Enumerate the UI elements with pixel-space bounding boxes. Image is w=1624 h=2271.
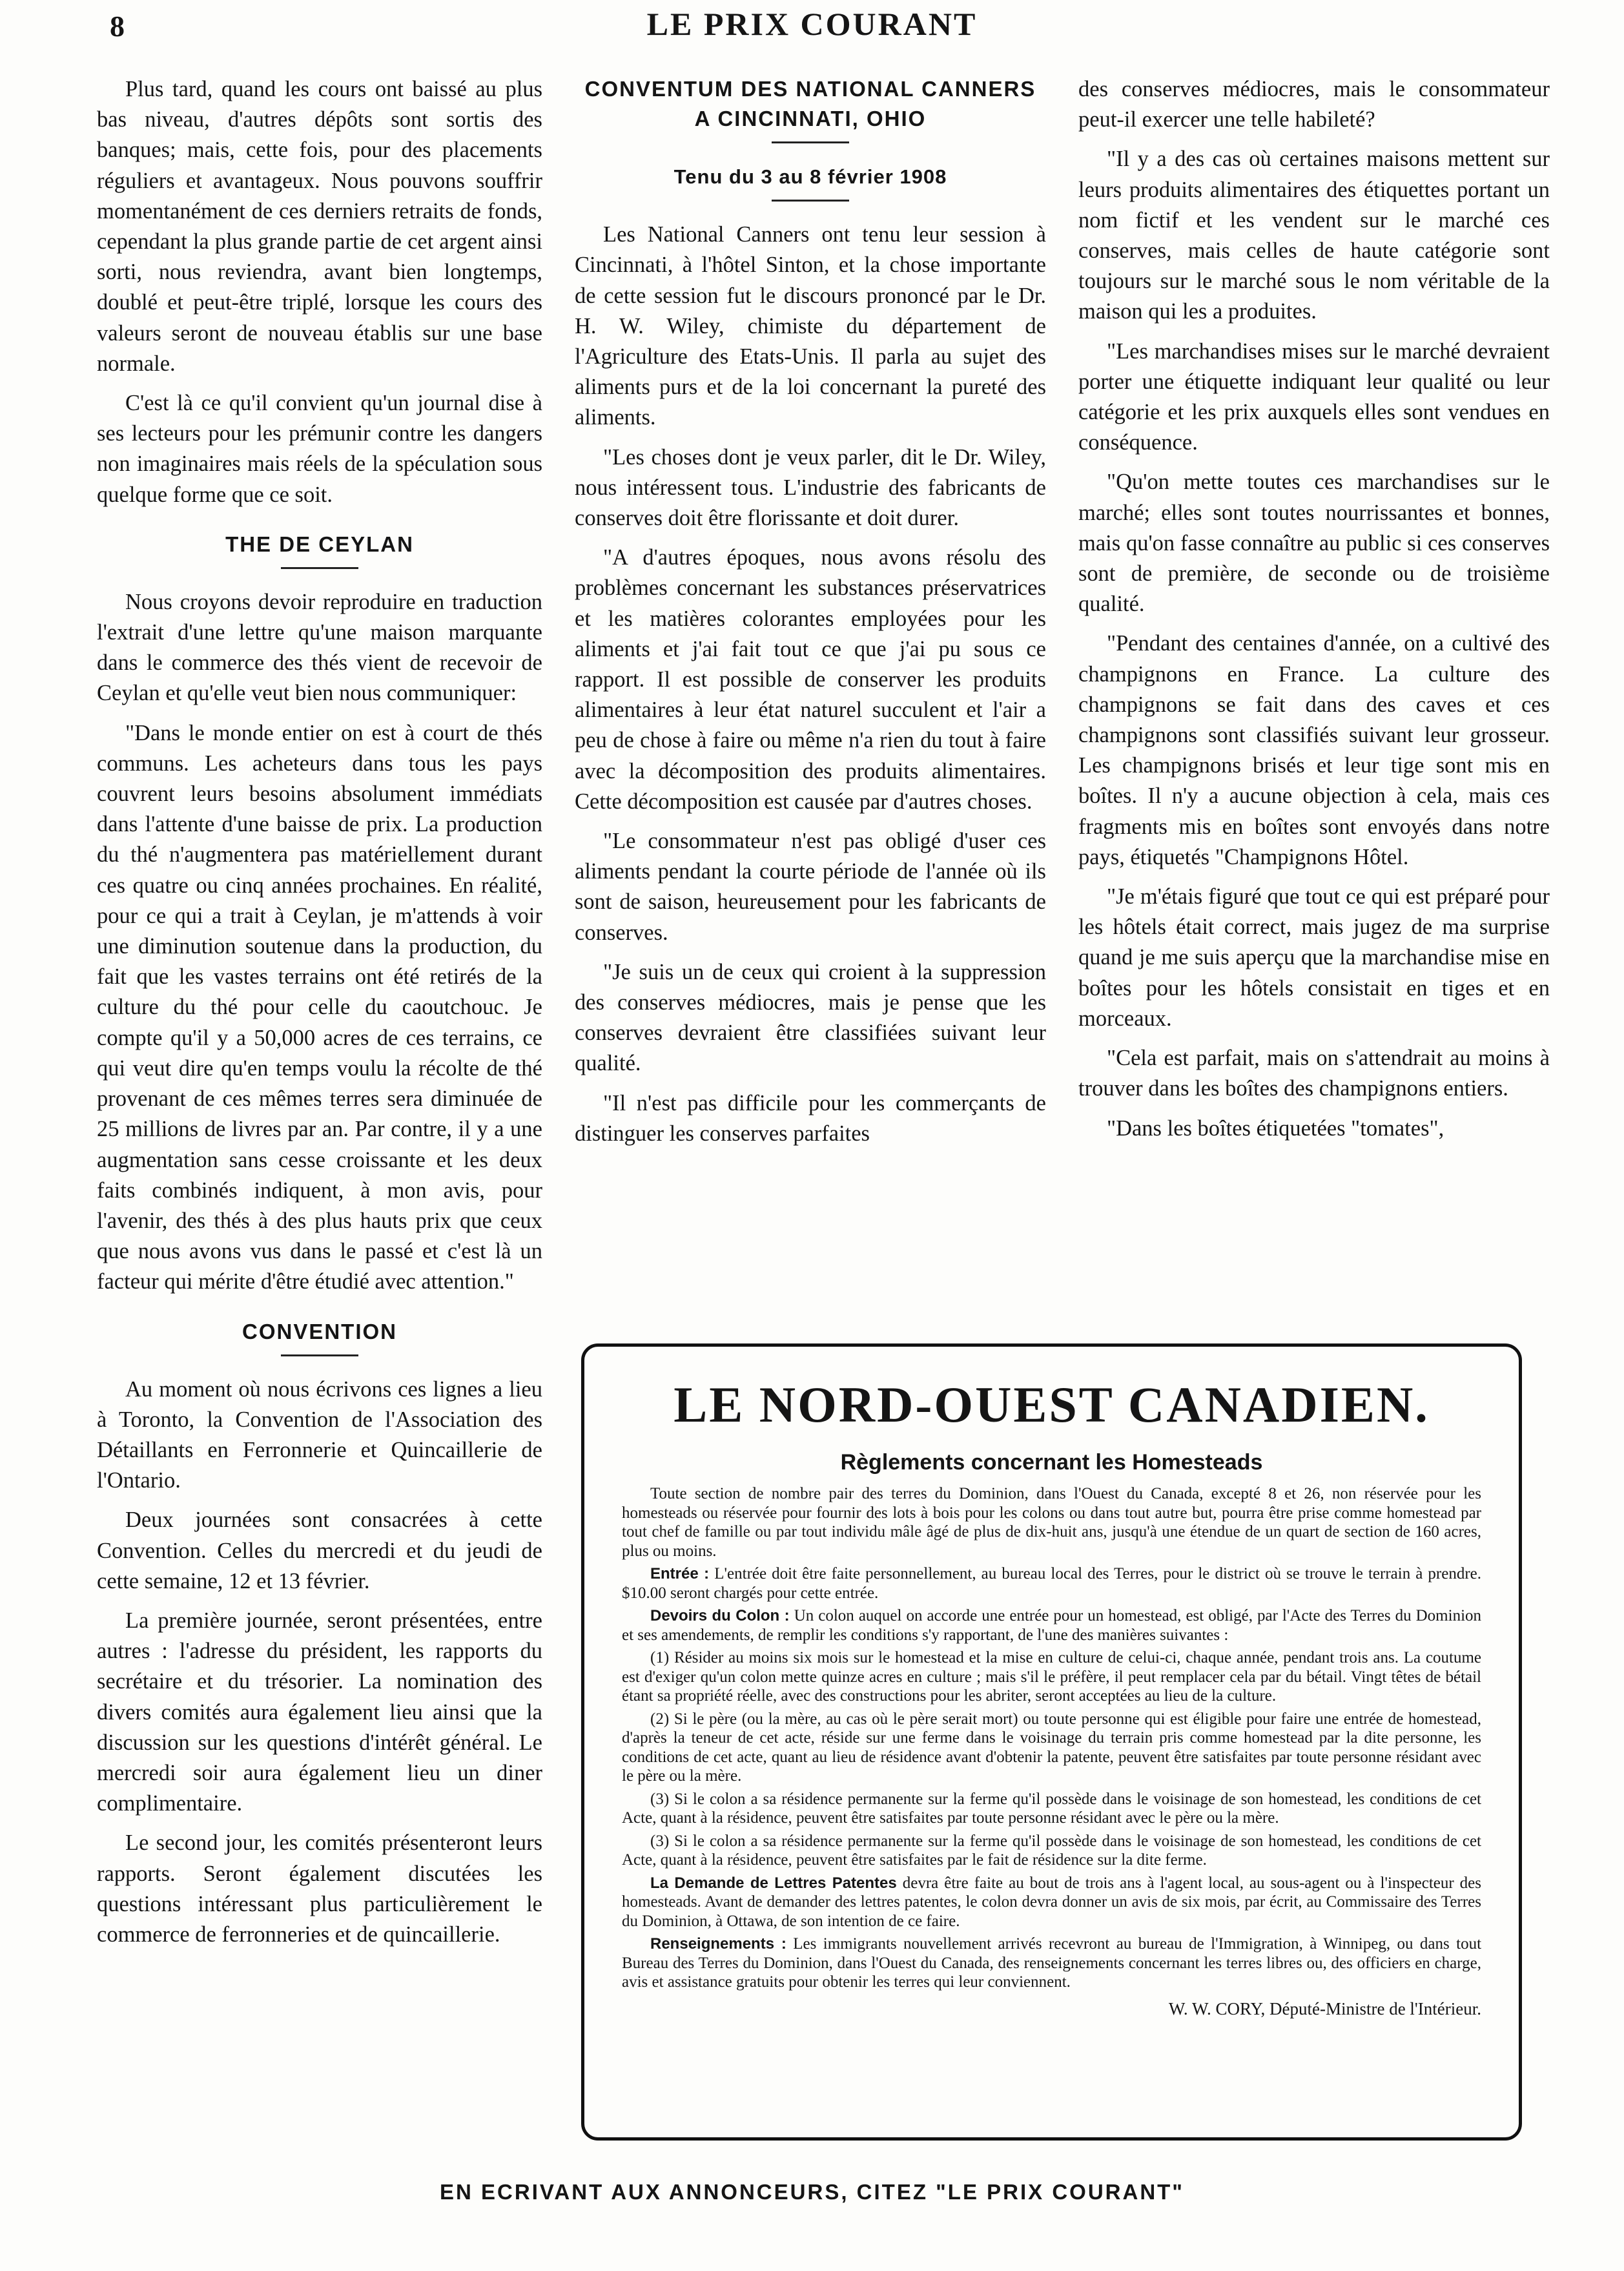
paragraph: "Le consommateur n'est pas obligé d'user ces aliments pendant la courte période de l'année où ils sont de saison, heureusement pour les fabricants de conserves. (575, 829, 1046, 945)
section-heading-convention: CONVENTION (242, 1319, 397, 1343)
paragraph: "Les choses dont je veux parler, dit le Dr. Wiley, nous intéressent tous. L'industrie des fabricants de conserves doit être florissante et doit durer. (575, 444, 1046, 531)
condition-item: (2) Si le père (ou la mère, au cas où le père serait mort) ou toute personne qui est éligible pour faire une entrée de homestead, d'après la teneur de cet acte, réside sur une ferme dans le voisinage du terrain pris comme homestead par la dite personne, les conditions de cet acte, quant au lieu de résidence avant d'obtenir la patente, peuvent être satisfaites par toute personne résidant avec le père ou la mère. (622, 1710, 1481, 1785)
label-entree: Entrée : (650, 1565, 710, 1582)
paragraph: "Je suis un de ceux qui croient à la suppression des conserves médiocres, mais je pense que les conserves devraient être classifiées suivant leur qualité. (575, 959, 1046, 1076)
paragraph: des conserves médiocres, mais le consommateur peut-il exercer une telle habileté? (1078, 77, 1550, 132)
advertisement-renseignements (622, 1934, 1481, 1992)
heading-rule (281, 1354, 358, 1356)
paragraph: "A d'autres époques, nous avons résolu des problèmes concernant les substances préservatrices et les matières colorantes employées pour les aliments et j'ai fait tout ce que j'ai pu sous ce rapport. Il est possible de conserver les produits alimentaires à leur état naturel succulent et l'air a peu de chose à faire ou même n'a rien du tout à faire avec la décomposition des produits alimentaires. Cette décomposition est causée par d'autres choses. (575, 545, 1046, 814)
column-1 (97, 74, 542, 1959)
paragraph: "Dans les boîtes étiquetées "tomates", (1107, 1115, 1444, 1141)
condition-item: (1) Résider au moins six mois sur le homestead et la mise en culture de celui-ci, chaque année, pendant trois ans. La coutume est d'exiger qu'un colon mette quinze acres en culture ; mais s'il le préfère, il peut remplacer cela par du bétail. Vingt têtes de bétail étant sa propriété réelle, avec des constructions pour les abriter, seront acceptées au lieu de la culture. (622, 1649, 1481, 1705)
advertisement-signature: W. W. CORY, Député-Ministre de l'Intérieur. (1168, 1998, 1481, 2018)
paragraph: "Pendant des centaines d'année, on a cultivé des champignons en France. La culture des champignons se fait dans des caves et ces champignons sont classifiés suivant leur grosseur. Les champignons brisés et leur tige sont mis en boîtes. Il n'y a aucune objection à cela, mais ces fragments mis en boîtes sont envoyés dans notre pays, étiquetés "Champignons Hôtel. (1078, 631, 1550, 869)
paragraph: Le second jour, les comités présenteront leurs rapports. Seront également discutées les questions intéressant plus particulièrement le commerce de ferronneries et de quincaillerie. (97, 1830, 542, 1947)
paragraph: La première journée, seront présentées, entre autres : l'adresse du président, les rapports du secrétaire et du trésorier. La nomination des divers comités aura également lieu ainsi que la discussion sur les questions d'intérêt général. Le mercredi soir aura également lieu un diner complimentaire. (97, 1608, 542, 1816)
heading-rule (281, 567, 358, 569)
text-entree: L'entrée doit être faite personnellement, au bureau local des Terres, pour le district où se trouve le terrain à prendre. $10.00 seront chargés pour cette entrée. (622, 1565, 1482, 1602)
paragraph: "Dans le monde entier on est à court de thés communs. Les acheteurs dans tous les pays couvrent leurs besoins absolument immédiats dans l'attente d'une baisse de prix. La production du thé n'augmentera pas matériellement durant ces quatre ou cinq années prochaines. En réalité, pour ce qui a trait à Ceylan, je m'attends à voir une diminution soutenue dans la production, du fait que les vastes terrains ont été retirés de la culture du thé pour celle du caoutchouc. Je compte qu'il y a 50,000 acres de ces terrains, ce qui veut dire qu'en temps voulu la récolte de thé provenant de ces mêmes terres sera diminuée de 25 millions de livres par an. Par contre, il y a une augmentation sans cesse croissante et les deux faits combinés indiquent, à mon avis, pour l'avenir, des thés à des plus hauts prix que ceux que nous avons vus dans le passé et c'est là un facteur qui mérite d'être étudié avec attention." (97, 720, 542, 1294)
advertisement-entree (622, 1564, 1481, 1602)
paragraph: "Il n'est pas difficile pour les commerçants de distinguer les conserves parfaites (575, 1090, 1046, 1146)
paragraph: C'est là ce qu'il convient qu'un journal dise à ses lecteurs pour les prémunir contre les dangers non imaginaires mais réels de la spéculation sous quelque forme que ce soit. (97, 391, 542, 507)
advertisement-devoirs (622, 1606, 1481, 1644)
heading-rule (772, 200, 849, 202)
text-devoirs: Un colon auquel on accorde une entrée pour un homestead, est obligé, par l'Acte des Terres du Dominion et ses amendements, de remplir les conditions s'y rapportant, de l'une des manières suivantes : (622, 1607, 1482, 1644)
paragraph: Nous croyons devoir reproduire en traduction l'extrait d'une lettre qu'une maison marquante dans le commerce des thés vient de recevoir de Ceylan et qu'elle veut bien nous communiquer: (97, 589, 542, 706)
section-heading-the-de-ceylan: THE DE CEYLAN (225, 532, 414, 556)
advertisement-demande (622, 1874, 1481, 1931)
advertisement-intro: Toute section de nombre pair des terres du Dominion, dans l'Ouest du Canada, excepté 8 et 26, non réservée pour les homesteads ou réservée pour fournir des lots à bois pour les colons ou dans tout autre but, pourra être prise comme homestead par tout chef de famille ou par tout individu mâle âgé de plus de dix-huit ans, jusqu'à une étendue de un quart de section de 160 acres, plus ou moins. (622, 1485, 1481, 1560)
paragraph: "Il y a des cas où certaines maisons mettent sur leurs produits alimentaires des étiquettes portant un nom fictif et les vendent sur le marché ces conserves, mais celles de haute catégorie sont toujours sur le marché sous le nom véritable de la maison qui les a produites. (1078, 147, 1550, 324)
paragraph: Plus tard, quand les cours ont baissé au plus bas niveau, d'autres dépôts sont sortis des banques; mais, cette fois, pour des placements réguliers et avantageux. Nous pouvons souffrir momentanément de ces derniers retraits de fonds, cependant la plus grande partie de cet argent ainsi sorti, nous reviendra, avant bien longtemps, doublé et peut-être triplé, lorsque les cours des valeurs seront de nouveau établis sur une base normale. (97, 77, 542, 376)
paragraph: "Cela est parfait, mais on s'attendrait au moins à trouver dans les boîtes des champignons entiers. (1078, 1046, 1550, 1101)
paragraph: Au moment où nous écrivons ces lignes a lieu à Toronto, la Convention de l'Association des Détaillants en Ferronnerie et Quincaillerie de l'Ontario. (97, 1376, 542, 1493)
paragraph: "Je m'étais figuré que tout ce qui est préparé pour les hôtels était correct, mais jugez de ma surprise quand je me suis aperçu que la marchandise mise en boîtes pour les hôtels consistait en tiges et en morceaux. (1078, 884, 1550, 1031)
paragraph: "Qu'on mette toutes ces marchandises sur le marché; elles sont toutes nourrissantes et bonnes, mais qu'on fasse connaître au public si ces conserves sont de première, de seconde ou de troisième qualité. (1078, 470, 1550, 617)
label-demande: La Demande de Lettres Patentes (650, 1874, 897, 1892)
advertisement-body (622, 1484, 1481, 2018)
page-footer: EN ECRIVANT AUX ANNONCEURS, CITEZ "LE PRIX COURANT" (440, 2180, 1184, 2204)
advertisement-box (581, 1343, 1522, 2141)
advertisement-subtitle: Règlements concernant les Homesteads (840, 1450, 1263, 1475)
article-subheading: Tenu du 3 au 8 février 1908 (673, 165, 947, 188)
advertisement-title: LE NORD-OUEST CANADIEN. (673, 1376, 1430, 1433)
text-demande: devra être faite au bout de trois ans à l'agent local, au sous-agent ou à l'inspecteur des homesteads. Avant de demander des lettres patentes, le colon devra donner un avis de six mois, par écrit, au Commissaire des Terres du Dominion, à Ottawa, de son intention de ce faire. (622, 1874, 1482, 1930)
article-heading-conventum: CONVENTUM DES NATIONAL CANNERS A CINCINNATI, OHIO (584, 77, 1036, 130)
text-renseignements: Les immigrants nouvellement arrivés recevront au bureau de l'Immigration, à Winnipeg, ou dans tout Bureau des Terres du Dominion, dans l'Ouest du Canada, des renseignements concernant les terres libres ou, des officiers en charge, avis et assistance gratuits pour obtenir les terres qui leur conviennent. (622, 1935, 1482, 1991)
paragraph: Les National Canners ont tenu leur session à Cincinnati, à l'hôtel Sinton, et la chose importante de cette session fut le discours prononcé par le Dr. H. W. Wiley, chimiste du département de l'Agriculture des Etats-Unis. Il parla au sujet des aliments purs et de la loi concernant la pureté des aliments. (575, 222, 1046, 430)
condition-item: (3) Si le colon a sa résidence permanente sur la ferme qu'il possède dans le voisinage de son homestead, les conditions de cet Acte, quant à la résidence, peuvent être satisfaites par toute personne résidant avec le père ou la mère. (622, 1790, 1481, 1827)
label-devoirs: Devoirs du Colon : (650, 1607, 790, 1624)
paragraph: Deux journées sont consacrées à cette Convention. Celles du mercredi et du jeudi de cette semaine, 12 et 13 février. (97, 1508, 542, 1593)
condition-item: (3) Si le colon a sa résidence permanente sur la ferme qu'il possède dans le voisinage de son homestead, les conditions de cet Acte, quant à la résidence, peuvent être satisfaites par le fait de résidence sur la dite ferme. (622, 1832, 1481, 1869)
label-renseignements: Renseignements : (650, 1935, 786, 1953)
masthead-title: LE PRIX COURANT (646, 6, 978, 42)
column-3 (1078, 74, 1550, 1153)
column-2 (575, 74, 1046, 1158)
page-number: 8 (110, 10, 125, 43)
paragraph: "Les marchandises mises sur le marché devraient porter une étiquette indiquant leur qualité ou leur catégorie et les prix auxquels elles sont vendues en conséquence. (1078, 338, 1550, 455)
heading-rule (772, 141, 849, 143)
